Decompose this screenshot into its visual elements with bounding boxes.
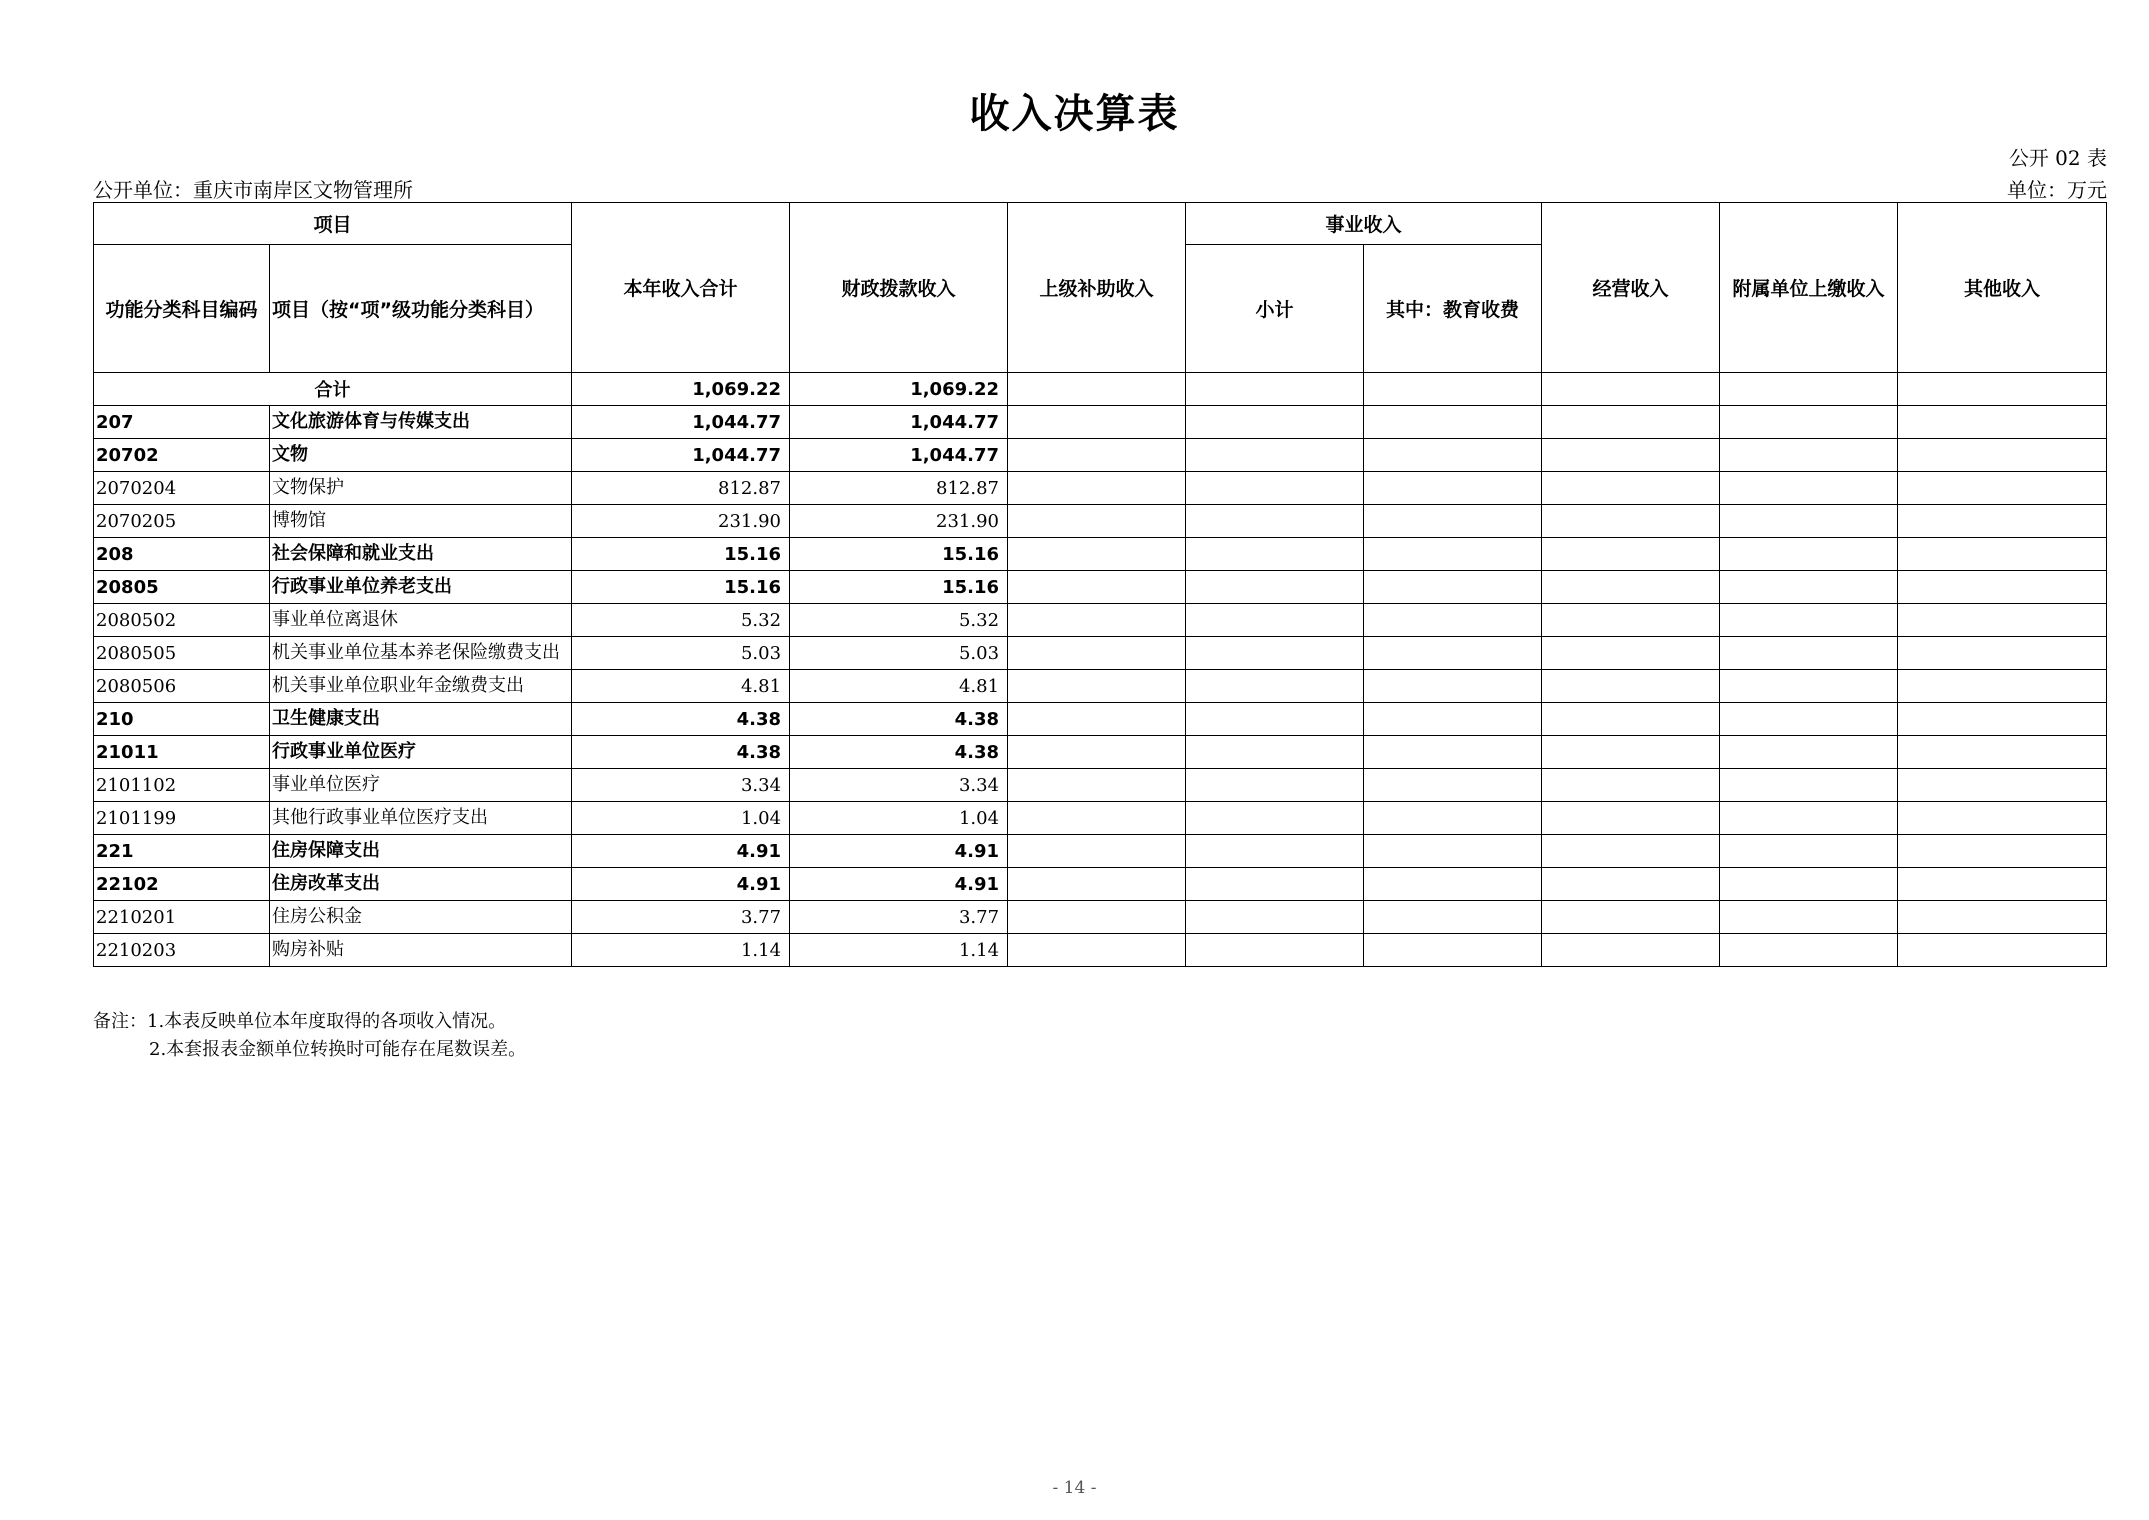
empty-cell [1542, 505, 1720, 538]
row-total-income: 4.91 [572, 868, 790, 901]
empty-cell [1720, 703, 1898, 736]
empty-cell [1008, 637, 1186, 670]
empty-cell [1542, 934, 1720, 967]
row-fiscal-appropriation: 812.87 [790, 472, 1008, 505]
row-code: 2210201 [94, 901, 270, 934]
income-table [93, 202, 2107, 967]
row-code: 2070205 [94, 505, 270, 538]
empty-cell [1008, 538, 1186, 571]
row-name: 购房补贴 [270, 934, 572, 967]
empty-cell [1008, 868, 1186, 901]
reporting-organization: 公开单位：重庆市南岸区文物管理所 [93, 178, 413, 202]
empty-cell [1364, 901, 1542, 934]
row-code: 2210203 [94, 934, 270, 967]
table-row [94, 802, 2107, 835]
table-row [94, 835, 2107, 868]
empty-cell [1186, 637, 1364, 670]
row-fiscal-appropriation: 3.77 [790, 901, 1008, 934]
row-total-income: 3.77 [572, 901, 790, 934]
empty-cell [1898, 505, 2107, 538]
row-fiscal-appropriation: 15.16 [790, 538, 1008, 571]
empty-cell [1542, 802, 1720, 835]
empty-cell [1186, 538, 1364, 571]
row-fiscal-appropriation: 4.81 [790, 670, 1008, 703]
row-name: 住房公积金 [270, 901, 572, 934]
row-fiscal-appropriation: 231.90 [790, 505, 1008, 538]
header-fiscal-appropriation: 财政拨款收入 [790, 203, 1008, 373]
empty-cell [1898, 901, 2107, 934]
empty-cell [1720, 802, 1898, 835]
empty-cell [1542, 472, 1720, 505]
row-code: 207 [94, 406, 270, 439]
empty-cell [1364, 835, 1542, 868]
empty-cell [1364, 571, 1542, 604]
row-code: 2080502 [94, 604, 270, 637]
notes [93, 1008, 526, 1064]
row-name: 卫生健康支出 [270, 703, 572, 736]
row-fiscal-appropriation: 4.38 [790, 736, 1008, 769]
total-fiscal-value: 1,069.22 [790, 373, 1008, 406]
empty-cell [1186, 835, 1364, 868]
row-total-income: 1,044.77 [572, 439, 790, 472]
header-superior-subsidy: 上级补助收入 [1008, 203, 1186, 373]
table-row [94, 406, 2107, 439]
table-row [94, 505, 2107, 538]
empty-cell [1542, 835, 1720, 868]
table-row [94, 901, 2107, 934]
header-total-income: 本年收入合计 [572, 203, 790, 373]
row-fiscal-appropriation: 3.34 [790, 769, 1008, 802]
empty-cell [1364, 934, 1542, 967]
header-item: 项目 [94, 203, 572, 245]
row-total-income: 4.38 [572, 736, 790, 769]
row-code: 22102 [94, 868, 270, 901]
empty-cell [1898, 703, 2107, 736]
empty-cell [1364, 868, 1542, 901]
empty-cell [1364, 802, 1542, 835]
empty-cell [1364, 703, 1542, 736]
empty-cell [1186, 802, 1364, 835]
empty-cell [1898, 835, 2107, 868]
table-row [94, 670, 2107, 703]
table-row [94, 703, 2107, 736]
header-education-fees: 其中：教育收费 [1364, 245, 1542, 373]
row-total-income: 4.38 [572, 703, 790, 736]
row-total-income: 1,044.77 [572, 406, 790, 439]
row-total-income: 812.87 [572, 472, 790, 505]
empty-cell [1720, 736, 1898, 769]
empty-cell [1542, 538, 1720, 571]
row-fiscal-appropriation: 4.91 [790, 868, 1008, 901]
empty-cell [1720, 901, 1898, 934]
row-total-income: 4.81 [572, 670, 790, 703]
empty-cell [1720, 769, 1898, 802]
empty-cell [1364, 439, 1542, 472]
empty-cell [1364, 769, 1542, 802]
empty-cell [1186, 703, 1364, 736]
empty-cell [1186, 736, 1364, 769]
row-total-income: 1.04 [572, 802, 790, 835]
row-name: 社会保障和就业支出 [270, 538, 572, 571]
row-code: 221 [94, 835, 270, 868]
row-code: 2101199 [94, 802, 270, 835]
row-name: 住房改革支出 [270, 868, 572, 901]
empty-cell [1008, 406, 1186, 439]
row-fiscal-appropriation: 1,044.77 [790, 439, 1008, 472]
empty-cell [1364, 637, 1542, 670]
empty-cell [1898, 406, 2107, 439]
empty-cell [1186, 406, 1364, 439]
empty-cell [1720, 934, 1898, 967]
empty-cell [1542, 637, 1720, 670]
row-total-income: 3.34 [572, 769, 790, 802]
empty-cell [1008, 802, 1186, 835]
table-row [94, 439, 2107, 472]
empty-cell [1542, 571, 1720, 604]
empty-cell [1542, 868, 1720, 901]
row-fiscal-appropriation: 4.38 [790, 703, 1008, 736]
empty-cell [1720, 670, 1898, 703]
empty-cell [1186, 571, 1364, 604]
table-row [94, 934, 2107, 967]
row-fiscal-appropriation: 5.03 [790, 637, 1008, 670]
empty-cell [1008, 736, 1186, 769]
header-operating-income: 经营收入 [1542, 203, 1720, 373]
page-title: 收入决算表 [969, 91, 1180, 137]
page-number: - 14 - [1052, 1478, 1097, 1498]
table-row [94, 571, 2107, 604]
empty-cell [1542, 703, 1720, 736]
row-fiscal-appropriation: 5.32 [790, 604, 1008, 637]
empty-cell [1720, 538, 1898, 571]
empty-cell [1008, 703, 1186, 736]
row-total-income: 4.91 [572, 835, 790, 868]
total-income-value: 1,069.22 [572, 373, 790, 406]
row-name: 行政事业单位养老支出 [270, 571, 572, 604]
row-code: 208 [94, 538, 270, 571]
row-total-income: 231.90 [572, 505, 790, 538]
empty-cell [1720, 406, 1898, 439]
empty-cell [1186, 472, 1364, 505]
empty-cell [1186, 604, 1364, 637]
empty-cell [1898, 670, 2107, 703]
empty-cell [1898, 604, 2107, 637]
empty-cell [1364, 604, 1542, 637]
row-fiscal-appropriation: 1,044.77 [790, 406, 1008, 439]
empty-cell [1364, 472, 1542, 505]
note-line-1: 备注：1.本表反映单位本年度取得的各项收入情况。 [93, 1011, 507, 1032]
note-line-2: 2.本套报表金额单位转换时可能存在尾数误差。 [149, 1039, 527, 1060]
table-row [94, 472, 2107, 505]
row-code: 2080506 [94, 670, 270, 703]
row-name: 文化旅游体育与传媒支出 [270, 406, 572, 439]
empty-cell [1008, 571, 1186, 604]
empty-cell [1542, 439, 1720, 472]
empty-cell [1898, 439, 2107, 472]
empty-cell [1898, 868, 2107, 901]
row-name: 机关事业单位基本养老保险缴费支出 [270, 637, 572, 670]
row-fiscal-appropriation: 4.91 [790, 835, 1008, 868]
row-total-income: 15.16 [572, 571, 790, 604]
empty-cell [1186, 505, 1364, 538]
empty-cell [1720, 835, 1898, 868]
row-code: 2080505 [94, 637, 270, 670]
empty-cell [1364, 406, 1542, 439]
empty-cell [1186, 439, 1364, 472]
currency-unit: 单位：万元 [2007, 178, 2107, 202]
row-name: 行政事业单位医疗 [270, 736, 572, 769]
header-business-income: 事业收入 [1186, 203, 1542, 245]
row-name: 文物 [270, 439, 572, 472]
empty-cell [1008, 439, 1186, 472]
empty-cell [1008, 505, 1186, 538]
empty-cell [1542, 604, 1720, 637]
empty-cell [1008, 472, 1186, 505]
empty-cell [1008, 769, 1186, 802]
row-fiscal-appropriation: 1.04 [790, 802, 1008, 835]
empty-cell [1364, 505, 1542, 538]
row-total-income: 5.32 [572, 604, 790, 637]
row-name: 事业单位离退休 [270, 604, 572, 637]
row-code: 21011 [94, 736, 270, 769]
header-other-income: 其他收入 [1898, 203, 2107, 373]
empty-cell [1008, 670, 1186, 703]
table-row [94, 538, 2107, 571]
row-name: 博物馆 [270, 505, 572, 538]
header-item-name: 项目（按“项”级功能分类科目） [270, 245, 572, 373]
empty-cell [1720, 472, 1898, 505]
empty-cell [1898, 934, 2107, 967]
empty-cell [1186, 934, 1364, 967]
row-name: 事业单位医疗 [270, 769, 572, 802]
table-row [94, 868, 2107, 901]
row-code: 20805 [94, 571, 270, 604]
empty-cell [1186, 769, 1364, 802]
row-code: 2101102 [94, 769, 270, 802]
row-name: 住房保障支出 [270, 835, 572, 868]
empty-cell [1720, 637, 1898, 670]
empty-cell [1720, 571, 1898, 604]
empty-cell [1008, 835, 1186, 868]
row-total-income: 1.14 [572, 934, 790, 967]
row-name: 文物保护 [270, 472, 572, 505]
empty-cell [1898, 472, 2107, 505]
row-name: 机关事业单位职业年金缴费支出 [270, 670, 572, 703]
row-total-income: 5.03 [572, 637, 790, 670]
row-fiscal-appropriation: 1.14 [790, 934, 1008, 967]
row-fiscal-appropriation: 15.16 [790, 571, 1008, 604]
empty-cell [1008, 901, 1186, 934]
row-code: 2070204 [94, 472, 270, 505]
table-row [94, 736, 2107, 769]
empty-cell [1186, 670, 1364, 703]
table-row [94, 604, 2107, 637]
table-row [94, 637, 2107, 670]
empty-cell [1898, 736, 2107, 769]
empty-cell [1364, 670, 1542, 703]
empty-cell [1898, 802, 2107, 835]
form-number: 公开 02 表 [2008, 146, 2107, 170]
empty-cell [1542, 901, 1720, 934]
empty-cell [1898, 571, 2107, 604]
empty-cell [1542, 406, 1720, 439]
empty-cell [1364, 736, 1542, 769]
empty-cell [1720, 439, 1898, 472]
empty-cell [1542, 670, 1720, 703]
empty-cell [1542, 736, 1720, 769]
total-row [94, 373, 2107, 406]
empty-cell [1364, 538, 1542, 571]
total-label: 合计 [94, 373, 572, 406]
empty-cell [1008, 604, 1186, 637]
row-name: 其他行政事业单位医疗支出 [270, 802, 572, 835]
empty-cell [1720, 604, 1898, 637]
header-business-subtotal: 小计 [1186, 245, 1364, 373]
empty-cell [1186, 901, 1364, 934]
empty-cell [1898, 538, 2107, 571]
row-code: 210 [94, 703, 270, 736]
row-code: 20702 [94, 439, 270, 472]
row-total-income: 15.16 [572, 538, 790, 571]
empty-cell [1008, 934, 1186, 967]
empty-cell [1898, 637, 2107, 670]
table-row [94, 769, 2107, 802]
empty-cell [1186, 868, 1364, 901]
empty-cell [1720, 505, 1898, 538]
empty-cell [1720, 868, 1898, 901]
header-function-code: 功能分类科目编码 [94, 245, 270, 373]
header-affiliated-income: 附属单位上缴收入 [1720, 203, 1898, 373]
empty-cell [1898, 769, 2107, 802]
empty-cell [1542, 769, 1720, 802]
